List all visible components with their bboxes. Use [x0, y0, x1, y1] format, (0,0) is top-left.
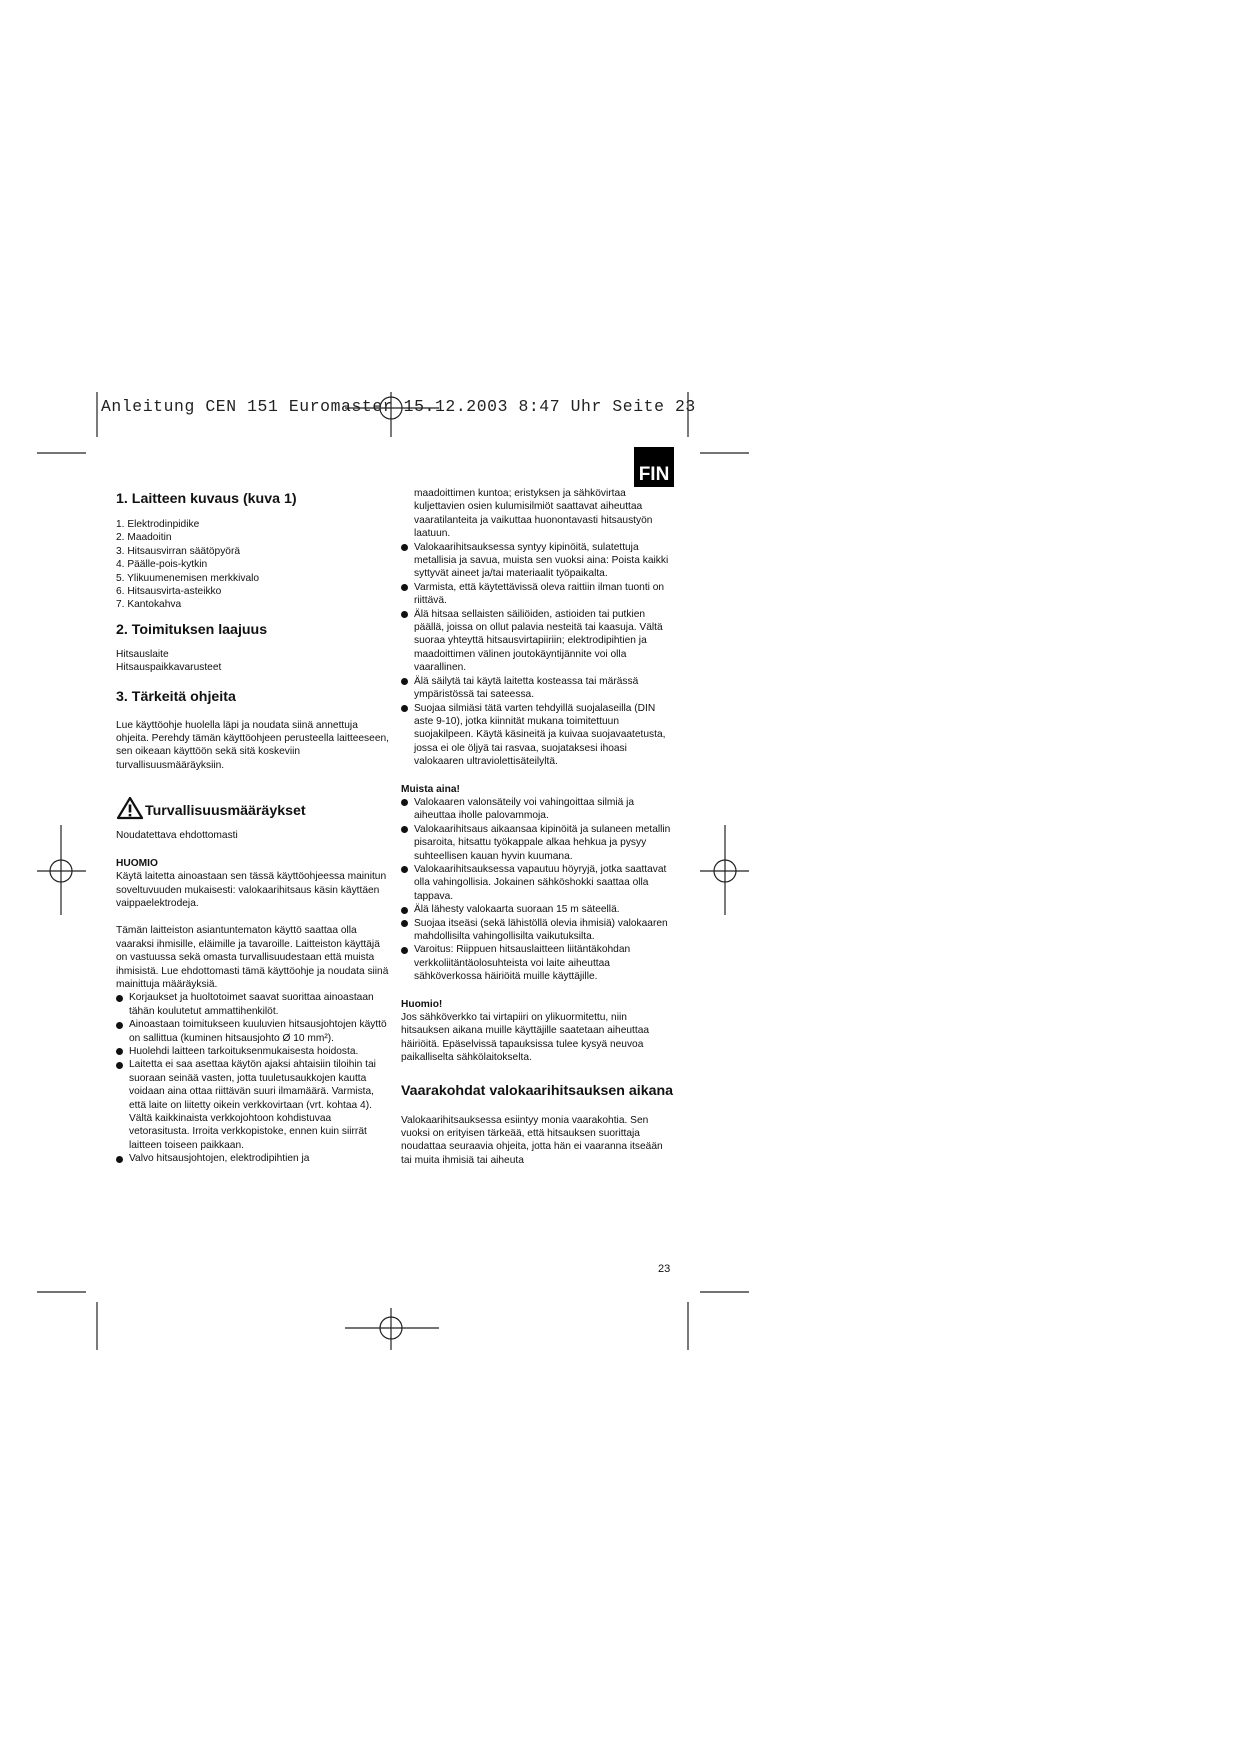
safety-bullets — [116, 991, 391, 1165]
hazards-text: Valokaarihitsauksessa esiintyy monia vaarakohtia. Sen vuoksi on erityisen tärkeää, että hitsauksen suorittaja noudattaa seuraavia ohjeita, jotta hän ei vaaranna itseään tai muita ihmisiä tai aiheuta — [401, 1114, 663, 1166]
bullet-item: Älä lähesty valokaarta suoraan 15 m säteellä. — [401, 903, 676, 916]
list-item: 6. Hitsausvirta-asteikko — [116, 586, 222, 598]
list-item: 1. Elektrodinpidike — [116, 519, 200, 530]
safety-heading — [116, 796, 391, 820]
welding-bullets — [401, 541, 676, 769]
note-text: Jos sähköverkko tai virtapiiri on ylikuormitettu, niin hitsauksen aikana muille käyttäjille saatetaan aiheuttaa häiriöitä. Epäselvissä tapauksissa tulee kysyä neuvoa paikalliselta sähkölaitokselta. — [401, 1012, 650, 1064]
bullet-item: Valokaaren valonsäteily voi vahingoittaa silmiä ja aiheuttaa iholle palovammoja. — [401, 796, 676, 823]
registration-mark-bottom — [345, 1308, 439, 1350]
bullet-item: Huolehdi laitteen tarkoituksenmukaisesta hoidosta. — [116, 1045, 391, 1058]
list-item: 4. Päälle-pois-kytkin — [116, 559, 208, 571]
language-tab: FIN — [634, 447, 674, 487]
delivery-list — [116, 648, 391, 675]
bullet-item: Ainoastaan toimitukseen kuuluvien hitsausjohtojen käyttö on sallittua (kuminen hitsausjohto Ø 10 mm²). — [116, 1018, 391, 1045]
instructions-text: Lue käyttöohje huolella läpi ja noudata siinä annettuja ohjeita. Perehdy tämän käyttöohjeen perusteella laitteeseen, sen oikeaan käyttöön sekä sitä koskeviin turvallisuusmääräyksiin. — [116, 719, 389, 771]
section-heading-instructions: 3. Tärkeitä ohjeita — [116, 688, 236, 705]
page-number: 23 — [658, 1263, 671, 1275]
right-column — [401, 487, 676, 1167]
note-text: Käytä laitetta ainoastaan sen tässä käyttöohjeessa mainitun soveltuvuuden mukaisesti: valokaarihitsaus käsin käyttäen vaippaelektrodeja. — [116, 871, 387, 909]
note-label: HUOMIO — [116, 857, 158, 869]
bullet-item: Valvo hitsausjohtojen, elektrodipihtien ja — [116, 1152, 391, 1165]
remember-label: Muista aina! — [401, 783, 460, 795]
safety-subtitle: Noudatettava ehdottomasti — [116, 830, 238, 842]
section-heading-description: 1. Laitteen kuvaus (kuva 1) — [116, 491, 297, 507]
bullet-item: Korjaukset ja huoltotoimet saavat suorittaa ainoastaan tähän koulutetut ammattihenkilöt. — [116, 991, 391, 1018]
bullet-item: Valokaarihitsauksessa syntyy kipinöitä, sulatettuja metallisia ja savua, muista sen vuoksi aina: Poista kaikki syttyvät aineet ja/tai materiaalit työpaikalta. — [401, 541, 676, 581]
print-slug: Anleitung CEN 151 Euromaster 15.12.2003 8:47 Uhr Seite 23 — [101, 397, 696, 416]
list-item: Hitsauspaikkavarusteet — [116, 662, 222, 674]
list-item: 2. Maadoitin — [116, 532, 172, 544]
bullet-item: Valokaarihitsauksessa vapautuu höyryjä, jotka saattavat olla vahingollisia. Jokainen sähköshokki saattaa olla tappava. — [401, 863, 676, 903]
list-item: 7. Kantokahva — [116, 599, 182, 611]
warning-triangle-icon — [116, 796, 144, 820]
bullet-item: Varoitus: Riippuen hitsauslaitteen liitäntäkohdan verkkoliitäntäolosuhteista voi laite aiheuttaa sähköverkossa häiriöitä muille käyttäjille. — [401, 943, 676, 983]
safety-title: Turvallisuusmääräykset — [145, 803, 306, 820]
hazards-heading: Vaarakohdat valokaarihitsauksen aikana — [401, 1082, 674, 1099]
bullet-item: Varmista, että käytettävissä oleva raittiin ilman tuonti on riittävä. — [401, 581, 676, 608]
continuation-text: maadoittimen kuntoa; eristyksen ja sähkövirtaa kuljettavien osien kulumisilmiöt saattavat aiheuttaa vaaratilanteita ja vaikuttaa huonontavasti hitsaustyön laatuun. — [414, 488, 653, 540]
note-label: Huomio! — [401, 998, 443, 1010]
bullet-item: Laitetta ei saa asettaa käytön ajaksi ahtaisiin tiloihin tai suoraan seinää vasten, jotta tuuletusaukkojen kautta voidaan aina ottaa riittävän suuri ilmamäärä. Varmista, että laite on liitetty oikein verkkovirtaan (vrt. kohtaa 4). Vältä kaikkinaista verkkojohtoon kohdistuvaa vetorasitusta. Irroita verkkopistoke, ennen kuin siirrät laitteen toiseen paikkaan. — [116, 1058, 391, 1152]
bullet-item: Valokaarihitsaus aikaansaa kipinöitä ja sulaneen metallin pisaroita, hitsattu työkappale alkaa hehkua ja pysyy suhteellisen kauan hyvin kuumana. — [401, 823, 676, 863]
remember-bullets — [401, 796, 676, 984]
bullet-item: Älä säilytä tai käytä laitetta kosteassa tai märässä ympäristössä tai sateessa. — [401, 675, 676, 702]
parts-list — [116, 518, 391, 612]
left-column — [116, 487, 391, 1166]
registration-mark-right — [700, 825, 749, 915]
bullet-item: Suojaa itseäsi (sekä lähistöllä olevia ihmisiä) valokaaren mahdollisilta vahingollisilta vaikutuksilta. — [401, 917, 676, 944]
registration-mark-left — [37, 825, 86, 915]
list-item: Hitsauslaite — [116, 648, 169, 660]
safety-paragraph: Tämän laitteiston asiantuntematon käyttö saattaa olla vaaraksi ihmisille, eläimille ja tavaroille. Laitteiston käyttäjä on vastuussa sekä omasta turvallisuudestaan että muista ihmisistä. Lue ehdottomasti tämä käyttöohje ja noudata siinä mainittuja määräyksiä. — [116, 925, 389, 990]
list-item: 5. Ylikuumenemisen merkkivalo — [116, 572, 260, 584]
list-item: 3. Hitsausvirran säätöpyörä — [116, 545, 241, 557]
section-heading-delivery: 2. Toimituksen laajuus — [116, 621, 268, 638]
bullet-item: Suojaa silmiäsi tätä varten tehdyillä suojalaseilla (DIN aste 9-10), jotka kiinnität mukana toimitettuun suojakilpeen. Käytä käsineitä ja kuivaa suojavaatetusta, jossa ei ole öljyä tai rasvaa, suojataksesi ihoasi valokaaren ultraviolettisäteilyltä. — [401, 702, 676, 769]
bullet-item: Älä hitsaa sellaisten säiliöiden, astioiden tai putkien päällä, joissa on ollut palavia nesteitä tai kaasuja. Vältä suoraa yhteyttä hitsausvirtapiiriin; elektrodipihtien ja maadoittimen välinen joutokäyntijännite voi olla vaarallinen. — [401, 608, 676, 675]
